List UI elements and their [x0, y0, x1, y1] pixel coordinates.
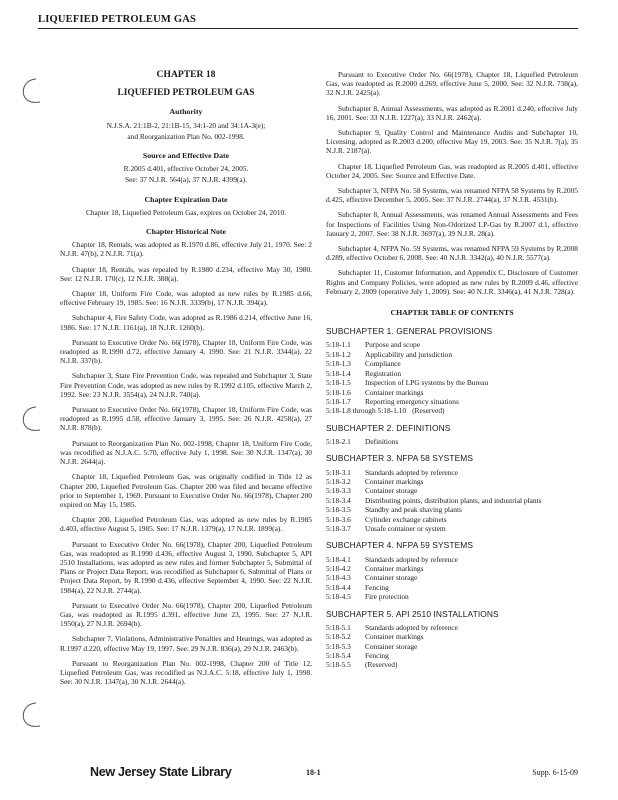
- section-title: Container storage: [365, 486, 418, 496]
- section-title: Unsafe container or system: [365, 523, 446, 533]
- authority-line: N.J.S.A. 21:1B-2, 21:1B-15, 34:1-20 and 34:1A-3(e);: [106, 120, 266, 130]
- authority-heading: Authority: [169, 107, 203, 117]
- toc-entry: [326, 369, 578, 378]
- section-title: Standards adopted by reference: [365, 554, 458, 564]
- section-title: Inspection of LPG systems by the Bureau: [365, 378, 489, 388]
- toc-entry: [326, 359, 578, 368]
- history-paragraph: Subchapter 11, Customer Information, and Appendix C, Disclosure of Customer Rights and Company Policies, were adopted as new rules by R.2009 d.46, effective February 2, 2009 (operative July 1, 2009). See: 40 N.J.R. 3346(a), 41 N.J.R. 728(a).: [326, 268, 578, 296]
- toc-entry: [326, 660, 578, 669]
- chapter-title: LIQUEFIED PETROLEUM GAS: [117, 88, 255, 99]
- section-title: Container storage: [365, 573, 418, 583]
- section-title: Standby and peak shaving plants: [365, 505, 462, 515]
- section-title: Cylinder exchange cabinets: [365, 514, 447, 524]
- table-of-contents: [326, 327, 578, 670]
- toc-entry: [326, 573, 578, 582]
- subchapter-title: SUBCHAPTER 5. API 2510 INSTALLATIONS: [326, 608, 499, 619]
- history-paragraph: Subchapter 3, NFPA No. 58 Systems, was renamed NFPA 58 Systems by R.2005 d.425, effective December 5, 2005. See: 37 N.J.R. 2744(a), 37 N.J.R. 4531(b).: [326, 186, 578, 205]
- toc-entry: [326, 388, 578, 397]
- history-paragraph: Subchapter 3, State Fire Prevention Code, was repealed and Subchapter 3, State Fire Prevention Code, was adopted as new rules by R.1992 d.105, effective March 2, 1992. See: 23 N.J.R. 3554(a), 24 N.J.R. 740(a).: [60, 371, 312, 399]
- subchapter-title: SUBCHAPTER 1. GENERAL PROVISIONS: [326, 326, 493, 337]
- history-paragraph: Pursuant to Executive Order No. 66(1978), Chapter 18, Uniform Fire Code, was readopted as R.1990 d.72, effective January 4, 1990. See: 21 N.J.R. 3344(a), 22 N.J.R. 337(b).: [60, 337, 312, 366]
- section-number: 5:18-1.4: [326, 368, 351, 378]
- section-number: 5:18-5.3: [326, 641, 351, 651]
- running-head: LIQUEFIED PETROLEUM GAS: [38, 14, 578, 29]
- section-title: Fencing: [365, 651, 389, 661]
- left-column: [60, 70, 312, 692]
- history-paragraph: Pursuant to Executive Order No. 66(1978), Chapter 18, Liquefied Petroleum Gas, was readopted as R.2000 d.269, effective June 5, 2000. See: 32 N.J.R. 738(a), 32 N.J.R. 2425(a).: [326, 70, 578, 98]
- history-paragraph: Subchapter 4, Fire Safety Code, was adopted as R.1986 d.214, effective June 16, 1986. See: 17 N.J.R. 1161(a), 18 N.J.R. 1260(b).: [60, 313, 312, 332]
- chapter-number: CHAPTER 18: [156, 69, 216, 80]
- punch-hole-mark-bottom: [14, 700, 48, 730]
- toc-entry: [326, 350, 578, 359]
- section-title: Definitions: [365, 436, 399, 446]
- history-paragraph: Chapter 18, Rentals, was repealed by R.1980 d.234, effective May 30, 1980. See: 12 N.J.R. 170(c), 12 N.J.R. 388(a).: [60, 264, 312, 283]
- section-number: 5:18-3.4: [326, 495, 351, 505]
- section-title: Fencing: [365, 582, 389, 592]
- section-title: Purpose and scope: [365, 340, 421, 350]
- section-title: Reporting emergency situations: [365, 396, 459, 406]
- section-number: 5:18-3.2: [326, 476, 351, 486]
- section-number: 5:18-4.1: [326, 554, 351, 564]
- history-paragraph: Pursuant to Reorganization Plan No. 002-1998, Chapter 18, Uniform Fire Code, was recodified as N.J.A.C. 5:70, effective July 1, 1998. See: 30 N.J.R. 1347(a), 30 N.J.R. 2644(a).: [60, 438, 312, 467]
- toc-entry: [326, 632, 578, 641]
- toc-entry: [326, 564, 578, 573]
- punch-hole-mark-middle: [14, 404, 48, 434]
- section-title: Standards adopted by reference: [365, 467, 458, 477]
- history-paragraph: Chapter 18, Rentals, was adopted as R.1970 d.86, effective July 21, 1970. See: 2 N.J.R. 47(b), 2 N.J.R. 71(a).: [60, 240, 312, 259]
- library-watermark: New Jersey State Library: [90, 765, 232, 779]
- section-title: Standards adopted by reference: [365, 622, 458, 632]
- section-title: Fire protection: [365, 592, 409, 602]
- history-paragraph: Subchapter 9, Quality Control and Maintenance Audits and Subchapter 10, Licensing, adopted as R.2003 d.200, effective May 19, 2003. See: 35 N.J.R. 7(a), 35 N.J.R. 2187(a).: [326, 128, 578, 156]
- toc-entry: [326, 486, 578, 495]
- toc-entry: [326, 592, 578, 601]
- history-paragraph: Chapter 18, Uniform Fire Code, was adopted as new rules by R.1985 d.66, effective February 19, 1985. See: 16 N.J.R. 3339(b), 17 N.J.R. 394(a).: [60, 289, 312, 308]
- subchapter-title: SUBCHAPTER 2. DEFINITIONS: [326, 422, 451, 433]
- section-number: 5:18-5.4: [326, 651, 351, 661]
- section-title: (Reserved): [365, 660, 398, 670]
- section-number: 5:18-1.2: [326, 349, 351, 359]
- source-heading: Source and Effective Date: [142, 151, 230, 161]
- section-number: 5:18-4.2: [326, 563, 351, 573]
- section-number: 5:18-2.1: [326, 436, 351, 446]
- section-number: 5:18-1.7: [326, 396, 351, 406]
- section-number: 5:18-5.2: [326, 632, 351, 642]
- toc-entry: [326, 505, 578, 514]
- section-title: Container markings: [365, 476, 424, 486]
- section-number: 5:18-3.6: [326, 514, 351, 524]
- section-title: (Reserved): [412, 406, 445, 416]
- history-paragraph: Pursuant to Executive Order No. 66(1978), Chapter 200, Liquefied Petroleum Gas, was readopted as R.1990 d.436, effective August 3, 1990. Subchapter 5, API 2510 Installations, was adopted as new rules and former Subchapter 5, Submittal of Plans or Project Data Report, was recodified as Subchapter 6, Submittal of Plans or Project Data Report, by R.1990 d.436, effective September 4, 1990. See: 22 N.J.R. 1984(a), 22 N.J.R. 2744(a).: [60, 539, 312, 595]
- toc-entry: [326, 477, 578, 486]
- section-title: Container markings: [365, 563, 424, 573]
- section-number: 5:18-4.4: [326, 582, 351, 592]
- toc-entry: [326, 524, 578, 533]
- section-number: 5:18-3.5: [326, 505, 351, 515]
- expiration-heading: Chapter Expiration Date: [144, 194, 228, 204]
- toc-entry: [326, 623, 578, 632]
- right-column: [326, 70, 578, 670]
- toc-entry: [326, 406, 578, 415]
- section-number: 5:18-5.5: [326, 660, 351, 670]
- history-paragraph: Chapter 18, Liquefied Petroleum Gas, was readopted as R.2005 d.401, effective October 24, 2005. See: Source and Effective Date.: [326, 161, 578, 180]
- history-paragraph: Pursuant to Executive Order No. 66(1978), Chapter 200, Liquefied Petroleum Gas, was readopted as R.1995 d.391, effective June 23, 1995. See: 27 N.J.R. 1950(a), 27 N.J.R. 2694(b).: [60, 600, 312, 629]
- subchapter-title: SUBCHAPTER 3. NFPA 58 SYSTEMS: [326, 453, 474, 464]
- section-number: 5:18-1.8 through 5:18-1.10: [326, 406, 407, 416]
- section-number: 5:18-4.5: [326, 592, 351, 602]
- history-paragraph: Pursuant to Executive Order No. 66(1978), Chapter 18, Uniform Fire Code, was readopted as R.1995 d.58, effective January 3, 1995. See: 26 N.J.R. 4258(a), 27 N.J.R. 878(b).: [60, 405, 312, 433]
- section-number: 5:18-4.3: [326, 573, 351, 583]
- history-paragraph: Chapter 200, Liquefied Petroleum Gas, was adopted as new rules by R.1985 d.403, effective August 5, 1985. See: 17 N.J.R. 1379(a), 17 N.J.R. 1899(a).: [60, 515, 312, 534]
- history-paragraph: Pursuant to Reorganization Plan No. 002-1998, Chapter 200 of Title 12, Liquefied Petroleum Gas, was recodified as N.J.A.C. 5:18, effective July 1, 1998. See: 30 N.J.R. 1347(a), 30 N.J.R. 2644(a).: [60, 658, 312, 687]
- toc-entry: [326, 583, 578, 592]
- toc-entry: [326, 340, 578, 349]
- authority-line: and Reorganization Plan No. 002-1998.: [127, 131, 245, 141]
- section-number: 5:18-1.3: [326, 359, 351, 369]
- section-number: 5:18-3.1: [326, 467, 351, 477]
- history-heading: Chapter Historical Note: [146, 227, 226, 237]
- section-number: 5:18-1.5: [326, 378, 351, 388]
- page-number: 18-1: [306, 768, 321, 777]
- toc-entry: [326, 651, 578, 660]
- toc-entry: [326, 397, 578, 406]
- toc-entry: [326, 642, 578, 651]
- section-title: Container markings: [365, 632, 424, 642]
- punch-hole-mark-top: [14, 76, 48, 106]
- history-paragraph: Chapter 18, Liquefied Petroleum Gas, was originally codified in Title 12 as Chapter 200, Liquefied Petroleum Gas. Chapter 200 was filed and became effective prior to September 1, 1969. Pursuant to Executive Order No. 66(1978), Chapter 200 expired on May 15, 1985.: [60, 472, 312, 509]
- section-number: 5:18-3.3: [326, 486, 351, 496]
- toc-entry: [326, 555, 578, 564]
- section-title: Compliance: [365, 359, 401, 369]
- toc-entry: [326, 468, 578, 477]
- history-paragraph: Subchapter 7, Violations, Administrative Penalties and Hearings, was adopted as R.1997 d.220, effective May 19, 1997. See: 29 N.J.R. 836(a), 29 N.J.R. 2463(b).: [60, 634, 312, 653]
- section-title: Registration: [365, 368, 402, 378]
- page-footer: [38, 764, 578, 784]
- section-title: Distributing points, distribution plants, and industrial plants: [365, 495, 542, 505]
- section-number: 5:18-1.1: [326, 340, 351, 350]
- supplement-date: Supp. 6-15-09: [532, 768, 578, 777]
- source-line: See: 37 N.J.R. 564(a), 37 N.J.R. 4399(a).: [125, 175, 247, 185]
- toc-entry: [326, 515, 578, 524]
- section-number: 5:18-5.1: [326, 622, 351, 632]
- section-number: 5:18-3.7: [326, 523, 351, 533]
- section-title: Container storage: [365, 641, 418, 651]
- history-paragraphs-right: [326, 70, 578, 296]
- toc-heading: CHAPTER TABLE OF CONTENTS: [390, 308, 514, 318]
- source-line: R.2005 d.401, effective October 24, 2005.: [123, 164, 249, 174]
- history-paragraph: Subchapter 8, Annual Assessments, was adopted as R.2001 d.240, effective July 16, 2001. See: 33 N.J.R. 1227(a), 33 N.J.R. 2462(a).: [326, 103, 578, 122]
- section-title: Container markings: [365, 387, 424, 397]
- toc-entry: [326, 378, 578, 387]
- section-number: 5:18-1.6: [326, 387, 351, 397]
- expiration-text: Chapter 18, Liquefied Petroleum Gas, expires on October 24, 2010.: [85, 207, 287, 217]
- history-paragraphs-left: [60, 240, 312, 686]
- section-title: Applicability and jurisdiction: [365, 349, 453, 359]
- history-paragraph: Subchapter 4, NFPA No. 59 Systems, was renamed NFPA 59 Systems by R.2008 d.289, effective October 6, 2008. See: 40 N.J.R. 3342(a), 40 N.J.R. 5577(a).: [326, 244, 578, 263]
- toc-entry: [326, 496, 578, 505]
- toc-entry: [326, 437, 578, 446]
- subchapter-title: SUBCHAPTER 4. NFPA 59 SYSTEMS: [326, 540, 474, 551]
- history-paragraph: Subchapter 8, Annual Assessments, was renamed Annual Assessments and Fees for Inspections of Facilities Using Non-Odorized LP-Gas by R.2007 d.1, effective January 2, 2007. See: 38 N.J.R. 3697(a), 39 N.J.R. 28(a).: [326, 210, 578, 238]
